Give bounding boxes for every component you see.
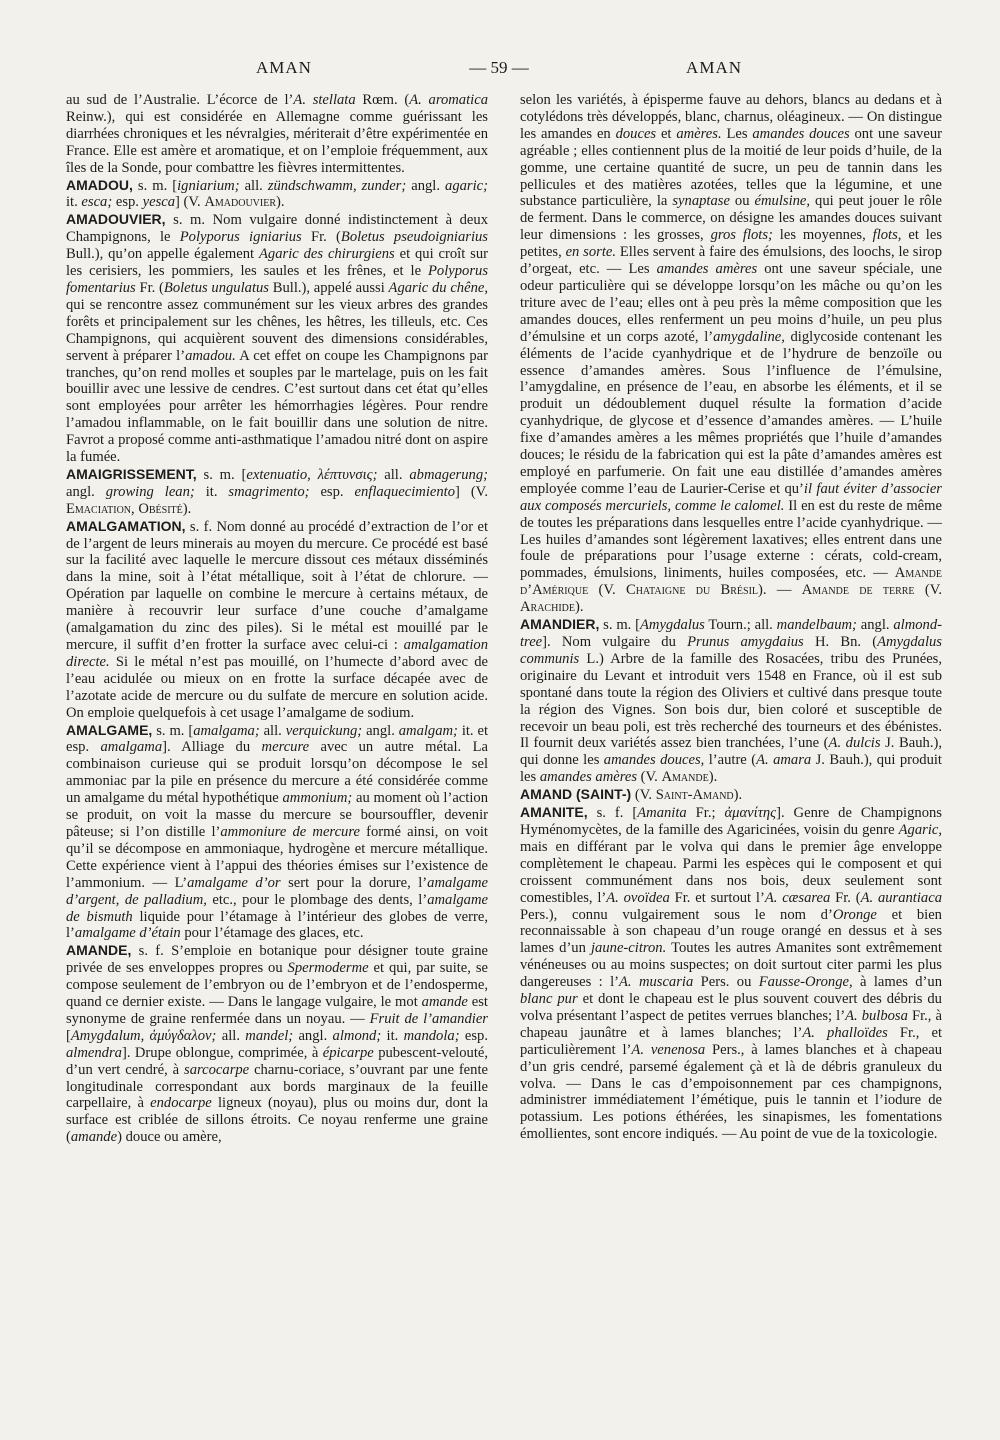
entry-text: (V. bbox=[914, 582, 943, 599]
entry-text: s. m. Nom vulgaire donné indistinctement à deux Champignons, le bbox=[66, 212, 488, 246]
entry-text: et qui croît sur les cerisiers, les pommiers, les saules et les frênes, et le bbox=[66, 246, 489, 280]
italic-text: douces bbox=[615, 125, 657, 142]
entry-text: s. m. [ bbox=[132, 177, 178, 194]
dictionary-entry bbox=[66, 466, 488, 518]
italic-text: almendra bbox=[66, 1044, 122, 1061]
header-left-guideword: AMAN bbox=[256, 58, 312, 77]
italic-text: Amygdalus bbox=[640, 617, 705, 634]
italic-text: amalgam; bbox=[398, 722, 458, 739]
entry-text: liquide pour l’étamage à l’intérieur des globes de verre, l’ bbox=[66, 908, 488, 942]
italic-text: Spermoderme bbox=[287, 960, 369, 977]
entry-text: et les petites, bbox=[520, 227, 943, 261]
italic-text: flots, bbox=[872, 227, 902, 244]
italic-text: synaptase bbox=[672, 193, 730, 210]
entry-text: J. Bauh.), qui produit les bbox=[520, 752, 942, 786]
entry-text: ). bbox=[182, 500, 192, 517]
italic-text: amalgama; bbox=[193, 722, 260, 739]
entry-text: it. et esp. bbox=[66, 722, 488, 756]
italic-text: amères. bbox=[676, 125, 722, 142]
header-right-guideword: AMAN bbox=[686, 58, 742, 77]
entry-text: all. bbox=[244, 177, 268, 194]
italic-text: mercure bbox=[261, 739, 310, 756]
entry-text: all. bbox=[216, 1027, 246, 1044]
small-caps-text: Amande bbox=[661, 769, 709, 786]
italic-text: A. aromatica bbox=[409, 92, 488, 108]
entry-text: all. bbox=[377, 466, 410, 483]
entry-text: diglycoside contenant les éléments de l’acide cyanhydrique et de l’hydrure de benzoïle ou essence d’amandes amères. Sous l’influence de l’émulsine, l’amygdaline, en présence de l’eau, en absorbe les éléments, et il se produit un dédoublement duquel résulte la formation d’acide cyanhydrique, de glycose et d’essence d’amandes amères. — L’huile fixe d’amandes amères a les mêmes propriétés que l’huile d’amandes douces; le résidu de la fabrication qui est la pâte d’amandes amères est employé en parfumerie. On fait une eau distillée d’amandes amères employée comme l’eau de Laurier-Cerise et qu’ bbox=[520, 328, 943, 497]
entry-text: Pers. ou bbox=[693, 974, 759, 991]
entry-text: ou bbox=[729, 193, 755, 210]
entry-text: ]. Alliage du bbox=[162, 739, 262, 756]
entry-text: ]. Drupe oblongue, comprimée, à bbox=[121, 1044, 323, 1061]
italic-text: yesca bbox=[142, 194, 176, 211]
entry-text: Fr. ( bbox=[135, 279, 164, 296]
entry-text: Fr., et particulièrement l’ bbox=[520, 1024, 942, 1058]
italic-text: amandes amères bbox=[539, 769, 638, 786]
entry-text: qui peut jouer le rôle de ferment. Dans le commerce, on désigne les amandes douces suivant leur dimensions : les grosses, bbox=[520, 193, 943, 244]
entry-text: au moment où l’action se produit, on voit la masse du mercure se boursouffler, devenir pâteuse; si l’on distille l’ bbox=[66, 790, 488, 840]
italic-text: Oronge bbox=[832, 906, 877, 923]
small-caps-text: Amande d’Amérique bbox=[520, 565, 942, 599]
dictionary-entry bbox=[66, 211, 488, 466]
entry-text: angl. bbox=[362, 722, 399, 739]
italic-text: Boletus ungulatus bbox=[163, 279, 269, 296]
entry-text: Elles servent à faire des émulsions, des loochs, le sirop d’orgeat, etc. — Les bbox=[520, 244, 942, 278]
small-caps-text: Obésité bbox=[138, 500, 183, 517]
dictionary-entry bbox=[520, 616, 942, 786]
entry-text: ). bbox=[574, 599, 584, 616]
italic-text: sarcocarpe bbox=[184, 1061, 250, 1078]
italic-text: igniarium; bbox=[177, 177, 245, 194]
entry-text: Pers., à lames blanches et à chapeau d’un gris cendré, parsemé également çà et là de débris granuleux du volva. — Dans le cas d’empoisonnement par ces champignons, administrer immédiatement l’émétique, puis le tannin et l’iodure de potassium. Les potions éthérées, les sinapismes, les fomentations émollientes, sont encore indiqués. — Au point de vue de la toxicologie. bbox=[520, 1041, 943, 1143]
entry-text: H. Bn. ( bbox=[803, 634, 878, 650]
small-caps-text: Saint-Amand bbox=[655, 787, 734, 804]
entry-text: et qui, par suite, se compose seulement de l’embryon ou de l’embryon et de l’endosperme, quand ce dernier existe. — Dans le langage vulgaire, le mot bbox=[66, 960, 488, 1011]
italic-text: agaric; bbox=[445, 177, 488, 194]
entry-text: les moyennes, bbox=[772, 227, 873, 244]
italic-text: amalgame de bismuth bbox=[66, 891, 488, 925]
entry-text: angl. bbox=[66, 483, 106, 500]
entry-text: Bull.), appelé aussi bbox=[269, 279, 389, 296]
italic-text: esca; bbox=[81, 194, 113, 211]
italic-text: amalgame d’or bbox=[187, 874, 281, 891]
entry-text: ont une saveur agréable ; elles contiennent plus de la moitié de leur poids d’huile, de la gomme, une certaine quantité de sucre, un peu de tannin dans les pellicules et des matières azotées, telles que la légumine, et une substance particulière, la bbox=[520, 125, 942, 210]
italic-text: jaune-citron. bbox=[591, 940, 667, 957]
entry-text: (V. bbox=[631, 787, 656, 804]
small-caps-text: Emaciation bbox=[66, 500, 132, 517]
entry-text: s. f. [ bbox=[587, 805, 638, 822]
entry-headword: AMANDE, bbox=[66, 942, 132, 959]
entry-text: esp. bbox=[459, 1027, 488, 1044]
page-number: — 59 — bbox=[469, 58, 529, 77]
entry-text: angl. bbox=[293, 1027, 333, 1044]
entry-headword: AMALGAMATION, bbox=[66, 517, 186, 534]
entry-text: it. bbox=[194, 483, 229, 500]
entry-text: mais en différant par le volva qui dans le premier âge enveloppe complètement le chapeau. Parmi les espèces qui le composent et qui croissent communément dans nos bois, deux seulement sont comestibles, l’ bbox=[520, 838, 942, 906]
italic-text: Prunus amygdaius bbox=[687, 634, 804, 650]
small-caps-text: Amande de terre bbox=[801, 582, 915, 599]
italic-text: amandes douces bbox=[752, 125, 850, 142]
entry-text: et bbox=[656, 125, 677, 142]
italic-text: émulsine, bbox=[754, 193, 811, 210]
small-caps-text: Arachide bbox=[520, 599, 575, 616]
italic-text: A. stellata bbox=[293, 92, 356, 108]
entry-headword: AMAND (SAINT-) bbox=[520, 786, 632, 803]
entry-text: s. m. [ bbox=[196, 466, 247, 483]
italic-text: mandelbaum; bbox=[776, 617, 857, 634]
entry-text: [ bbox=[66, 1027, 71, 1044]
entry-text: Fr. ( bbox=[830, 889, 861, 906]
entry-text: ]. Nom vulgaire du bbox=[542, 634, 688, 650]
italic-text: A. dulcis bbox=[828, 735, 881, 752]
entry-text: ont une saveur spéciale, une odeur particulière qui se développe lorsqu’on les mâche ou qu’on les triture avec de l’eau; elles ont à peu près la même composition que les amandes douces, elles renferment un peu moins d’huile, un peu plus d’émulsine et un corps azoté, l’ bbox=[520, 261, 943, 345]
italic-text: A. bulbosa bbox=[845, 1007, 908, 1024]
entry-headword: AMANDIER, bbox=[520, 616, 600, 633]
entry-text: (V. bbox=[588, 582, 626, 599]
italic-text: verquickung; bbox=[285, 722, 363, 739]
dictionary-entry bbox=[66, 942, 488, 1146]
left-column bbox=[66, 92, 488, 1146]
italic-text: en sorte. bbox=[565, 244, 617, 261]
italic-text: Amygdalus communis bbox=[520, 634, 942, 667]
entry-text: au sud de l’Australie. L’écorce de l’ bbox=[66, 92, 294, 108]
entry-text: Fr., à chapeau jaunâtre et à lames blanches; l’ bbox=[520, 1007, 942, 1041]
italic-text: amalgama bbox=[100, 739, 163, 756]
entry-text: avec un autre métal. La combinaison curieuse qui se produit lorsqu’on décompose le sel ammoniac par la pile en présence du mercure a été considérée comme un amalgame du métal hypothétique bbox=[66, 739, 488, 807]
entry-text: charnu-coriace, s’ouvrant par une fente longitudinale correspondant aux bords marginaux de la feuille carpellaire, à bbox=[66, 1061, 488, 1112]
entry-text: A cet effet on coupe les Champignons par tranches, qu’on rend molles et souples par le martelage, puis on les fait bouillir avec une lessive de cendres. C’est surtout dans cet état qu’elles sont employées pour arrêter les hémorrhagies légères. Pour rendre l’amadou inflammable, on le fait bouillir dans une solution de nitre. Favrot a proposé comme anti-asthmatique l’amadou nitré dont on aspire la fumée. bbox=[66, 347, 489, 466]
entry-headword: AMADOUVIER, bbox=[66, 211, 166, 228]
entry-text: pour l’étamage des glaces, etc. bbox=[180, 925, 364, 942]
entry-text: Les bbox=[721, 125, 753, 142]
entry-text: it. bbox=[381, 1027, 404, 1044]
italic-text: Polyporus igniarius bbox=[179, 229, 302, 246]
italic-text: A. ovoïdea bbox=[606, 889, 670, 906]
italic-text: zündschwamm, zunder; bbox=[267, 177, 407, 194]
italic-text: ammonium; bbox=[282, 790, 353, 807]
italic-text: amalgamation directe. bbox=[66, 637, 488, 670]
italic-text: Agaric, bbox=[898, 821, 942, 838]
italic-text: Fausse-Oronge, bbox=[758, 974, 853, 991]
italic-text: A. amara bbox=[756, 752, 812, 769]
italic-text: A. muscaria bbox=[619, 974, 694, 991]
italic-text: blanc pur bbox=[520, 991, 578, 1008]
italic-text: extenuatio, λέπτυνσις; bbox=[246, 466, 378, 483]
entry-text: et dont le chapeau est le plus souvent couvert des débris du volva présentant l’aspect de petites verrues blanches; l’ bbox=[520, 991, 942, 1024]
italic-text: mandola; bbox=[403, 1027, 460, 1044]
right-column bbox=[520, 92, 942, 1146]
entry-text: (V. bbox=[637, 769, 662, 786]
entry-text: Rœm. ( bbox=[355, 92, 410, 108]
italic-text: Boletus pseudoigniarius bbox=[340, 229, 488, 246]
entry-text: ] (V. bbox=[175, 194, 205, 211]
text-columns bbox=[66, 92, 942, 1146]
entry-text: Fr.; bbox=[686, 805, 725, 822]
italic-text: mandel; bbox=[245, 1027, 294, 1044]
entry-text: ). bbox=[708, 769, 718, 786]
small-caps-text: Chataigne du Brésil bbox=[625, 582, 759, 599]
italic-text: A. cæsarea bbox=[764, 889, 831, 906]
dictionary-entry bbox=[66, 722, 488, 943]
entry-text: angl. bbox=[406, 177, 446, 194]
italic-text: Agaric du chêne, bbox=[388, 279, 488, 296]
italic-text: Amanita bbox=[637, 805, 687, 822]
italic-text: amandes douces, bbox=[603, 752, 705, 769]
entry-text: ) douce ou amère, bbox=[117, 1129, 222, 1146]
italic-text: Agaric des chirurgiens bbox=[259, 246, 395, 263]
italic-text: growing lean; bbox=[105, 483, 195, 500]
entry-text: etc., pour le plombage des dents, l’ bbox=[206, 891, 428, 908]
entry-text: J. Bauh.), qui donne les bbox=[520, 735, 942, 769]
italic-text: enflaquecimiento bbox=[354, 483, 456, 500]
italic-text: Polyporus fomentarius bbox=[66, 263, 488, 296]
italic-text: almond; bbox=[332, 1027, 382, 1044]
italic-text: amande bbox=[421, 994, 468, 1011]
italic-text: almond-tree bbox=[520, 617, 942, 650]
entry-text: s. m. [ bbox=[152, 722, 194, 739]
entry-text: Fr. et surtout l’ bbox=[669, 889, 765, 906]
italic-text: amande bbox=[70, 1129, 118, 1146]
italic-text: Fruit de l’amandier bbox=[369, 1010, 488, 1027]
entry-text: ] (V. bbox=[455, 483, 488, 500]
entry-text: qui se rencontre assez communément sur les vieux arbres des grandes forêts et principalement sur les chênes, les hêtres, les tilleuls, etc. Ces Champignons, qui acquièrent souvent des dimensions considérables, servent à préparer l’ bbox=[66, 296, 488, 364]
dictionary-entry bbox=[520, 92, 942, 616]
entry-headword: AMADOU, bbox=[66, 176, 133, 193]
italic-text: abmagerung; bbox=[409, 466, 488, 483]
entry-text: all. bbox=[259, 722, 286, 739]
entry-text: l’autre ( bbox=[704, 752, 757, 769]
entry-text: sert pour la dorure, l’ bbox=[280, 874, 428, 891]
entry-headword: AMAIGRISSEMENT, bbox=[66, 465, 197, 482]
entry-text: angl. bbox=[856, 617, 894, 634]
entry-text: formé ainsi, on voit qu’il se décompose en ammoniaque, hydrogène et mercure métallique. Cette expérience vient à l’appui des théories émises sur l’existence de l’ammonium. — L’ bbox=[66, 823, 488, 891]
entry-text: est synonyme de graine renfermée dans un noyau. — bbox=[66, 994, 488, 1027]
entry-text: ). bbox=[733, 787, 743, 804]
entry-text: Bull.), qu’on appelle également bbox=[66, 246, 259, 263]
entry-text: Si le métal n’est pas mouillé, on l’humecte d’abord avec de l’eau acidulée ou mieux on en frotte la surface décapée avec de l’azotate acide de mercure ou du sulfate de mercure en solution acide. On emploie quelquefois à cet usage l’amalgame de sodium. bbox=[66, 653, 488, 721]
dictionary-entry bbox=[66, 518, 488, 722]
italic-text: épicarpe bbox=[322, 1044, 374, 1061]
entry-headword: AMALGAME, bbox=[66, 721, 153, 738]
running-header bbox=[66, 58, 942, 92]
entry-text: Il en est du reste de même de toutes les préparations dans lesquelles entre l’acide cyanhydrique. — Les huiles d’amandes sont légèrement laxatives; elles entrent dans une foule de préparations pour l’usage externe : cérats, cold-cream, pommades, émulsions, liniments, huiles composées, etc. — bbox=[520, 497, 942, 582]
italic-text: amadou. bbox=[185, 347, 236, 364]
entry-text: Fr. ( bbox=[301, 229, 341, 246]
dictionary-entry bbox=[66, 177, 488, 212]
entry-text: pubescent-velouté, d’un vert cendré, à bbox=[66, 1044, 489, 1078]
dictionary-entry bbox=[66, 92, 488, 177]
entry-text: ]. Genre de Champignons Hyménomycètes, de la famille des Agaricinées, voisin du genre bbox=[520, 805, 942, 838]
entry-text: à lames d’un bbox=[852, 974, 942, 991]
entry-headword: AMANITE, bbox=[520, 804, 588, 821]
italic-text: il faut éviter d’associer aux composés mercuriels, comme le calomel. bbox=[520, 480, 942, 514]
italic-text: A. phalloïdes bbox=[802, 1024, 888, 1041]
italic-text: Amygdalum, ἀμύγδαλον; bbox=[70, 1027, 217, 1044]
entry-text: it. bbox=[66, 194, 82, 211]
italic-text: smagrimento; bbox=[228, 483, 310, 500]
italic-text: ammoniure de mercure bbox=[220, 823, 360, 840]
entry-text: Toutes les autres Amanites sont extrêmement vénéneuses ou au moins suspectes; on doit surtout citer parmi les plus dangereuses : l’ bbox=[520, 940, 942, 991]
entry-text: et bien reconnaissable à son chapeau d’un rouge orangé en dessus et à ses lames d’un bbox=[520, 906, 942, 957]
dictionary-entry bbox=[520, 804, 942, 1143]
entry-text: Reinw.), qui est considérée en Allemagne comme guérissant les diarrhées chroniques et les névralgies, mériterait d’être expérimentée en France. Elle est amère et aromatique, et on l’emploie fréquemment, aux îles de la Sonde, pour combattre les fièvres intermittentes. bbox=[66, 108, 488, 176]
entry-text: ). bbox=[276, 194, 285, 211]
italic-text: gros flots; bbox=[710, 227, 773, 244]
entry-text: Pers.), connu vulgairement sous le nom d’ bbox=[520, 906, 833, 923]
italic-text: A. aurantiaca bbox=[860, 889, 942, 906]
entry-text: s. m. [ bbox=[599, 617, 640, 634]
entry-text: L.) Arbre de la famille des Rosacées, tribu des Prunées, originaire du Levant et introduit vers 1548 en France, où il est sub spontané dans toute la région des Oliviers et cultivé dans presque toute la région des Vignes. Son bois dur, bien coloré et susceptible de recevoir un beau poli, est très recherché des tourneurs et des ébénistes. Il fournit deux variétés assez bien tranchées, l’une ( bbox=[520, 650, 942, 752]
italic-text: A. venenosa bbox=[631, 1041, 706, 1058]
entry-text: s. f. S’emploie en botanique pour désigner toute graine privée de ses enveloppes propres ou bbox=[66, 943, 488, 977]
italic-text: amygdaline, bbox=[713, 328, 785, 345]
entry-text: , bbox=[131, 500, 139, 517]
entry-text: ). — bbox=[758, 582, 802, 599]
entry-text: esp. bbox=[112, 194, 143, 211]
italic-text: amandes amères bbox=[656, 261, 758, 278]
small-caps-text: Amadouvier bbox=[204, 194, 277, 211]
entry-text: ligneux (noyau), plus ou moins dur, dont la surface est criblée de sillons étroits. Ce noyau renferme une graine ( bbox=[66, 1095, 488, 1146]
entry-text: selon les variétés, à épisperme fauve au dehors, blancs au dedans et à cotylédons très développés, blanc, charnus, oléagineux. — On distingue les amandes en bbox=[520, 92, 942, 142]
italic-text: amalgame d’étain bbox=[74, 925, 181, 942]
italic-text: endocarpe bbox=[150, 1095, 212, 1112]
entry-text: s. f. Nom donné au procédé d’extraction de l’or et de l’argent de leurs minerais au moyen du mercure. Ce procédé est basé sur la facilité avec laquelle le mercure dissout ces métaux disséminés dans la mine, soit à l’état métallique, soit à l’état de chlorure. — Opération par laquelle on combine le mercure à certains métaux, de manière à recouvrir leur surface d’une couche d’amalgame (amalgamation du zinc des piles). Si le métal est mouillé par le mercure, il suffit d’en frotter la surface avec celui-ci : bbox=[66, 518, 488, 653]
entry-text: esp. bbox=[309, 483, 355, 500]
italic-text: ἀμανίτης bbox=[724, 805, 777, 822]
entry-text: Tourn.; all. bbox=[704, 617, 777, 634]
italic-text: amalgame d’argent, de palladium, bbox=[66, 874, 488, 908]
dictionary-entry bbox=[520, 786, 942, 804]
